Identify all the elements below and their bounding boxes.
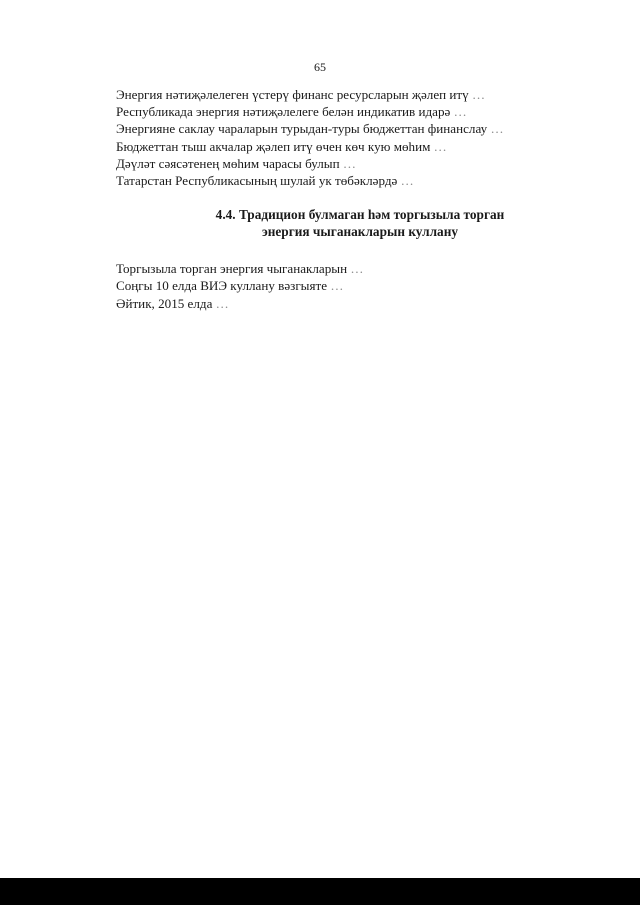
- document-body: [86, 86, 594, 312]
- paragraph: Энергияне саклау чараларын турыдан-туры бюджеттан финанслау …: [86, 120, 594, 137]
- paragraph: Татарстан Республикасының шулай ук төбәкләрдә …: [86, 172, 594, 189]
- section-heading: [86, 207, 594, 240]
- paragraph: Дәүләт сәясәтенең мөһим чарасы булып …: [86, 155, 594, 172]
- paragraph: Соңгы 10 елда ВИЭ куллану вәзгыяте …: [86, 277, 594, 294]
- paragraph: Республикада энергия нәтиҗәлелеге белән индикатив идарә …: [86, 103, 594, 120]
- paragraph: Торгызыла торган энергия чыганакларын …: [86, 260, 594, 277]
- section-heading-line: энергия чыганакларын куллану: [262, 223, 458, 239]
- scan-border-bottom: [0, 878, 640, 905]
- page-number: 65: [314, 60, 326, 74]
- paragraph: Энергия нәтиҗәлелеген үстерү финанс ресурсларын җәлеп итү …: [86, 86, 594, 103]
- paragraph: Әйтик, 2015 елда …: [86, 295, 594, 312]
- paragraph: Бюджеттан тыш акчалар җәлеп итү өчен көч кую мөһим …: [86, 138, 594, 155]
- section-heading-line: 4.4. Традицион булмаган һәм торгызыла торган: [215, 207, 505, 223]
